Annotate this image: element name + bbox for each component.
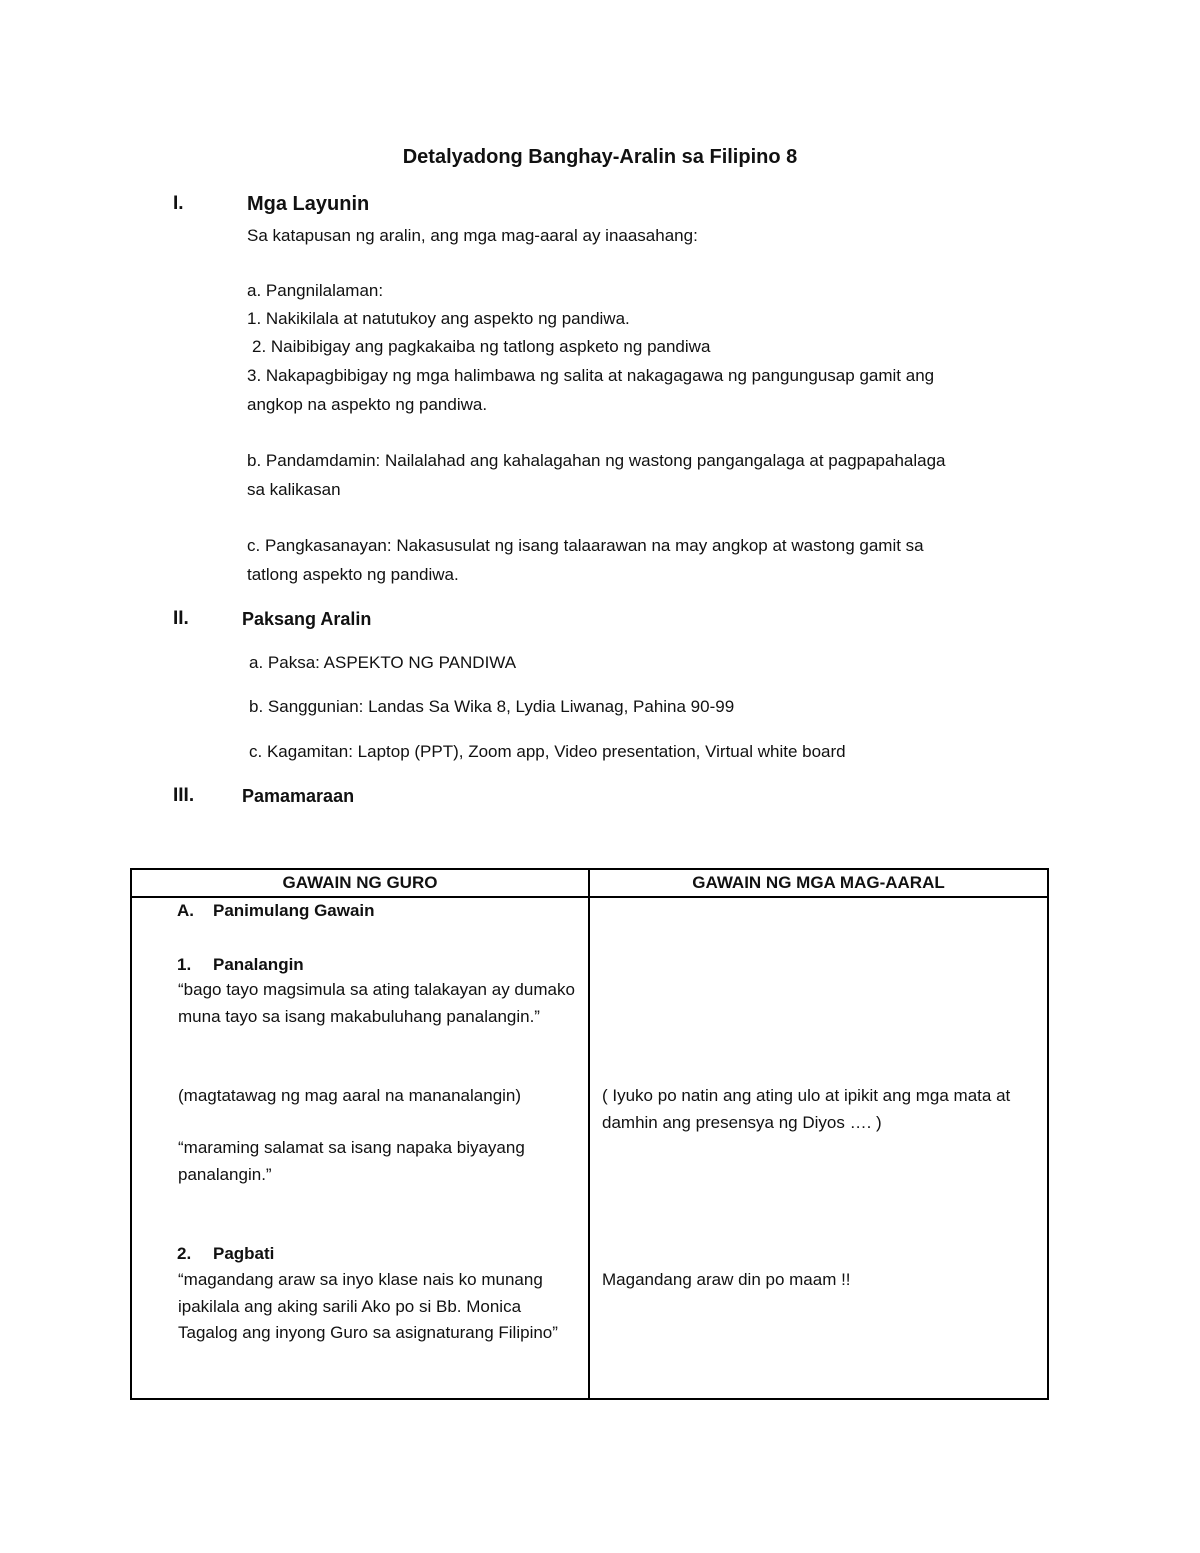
section-1-heading: Mga Layunin — [247, 193, 370, 215]
table-row — [131, 897, 1048, 1399]
objective-a-item: angkop na aspekto ng pandiwa. — [247, 395, 488, 414]
step-2-number: 2. — [177, 1244, 192, 1263]
section-2-numeral: II. — [173, 608, 189, 629]
table-header-teacher: GAWAIN NG GURO — [131, 869, 589, 897]
step-1-number: 1. — [177, 955, 192, 974]
part-a-number: A. — [177, 901, 194, 920]
document-title: Detalyadong Banghay-Aralin sa Filipino 8 — [402, 146, 798, 168]
objective-a-item: 3. Nakapagbibigay ng mga halimbawa ng salita at nakagagawa ng pangungusap gamit ang — [247, 366, 935, 385]
section-3-heading: Pamamaraan — [242, 786, 355, 806]
objective-a-item: 1. Nakikilala at natutukoy ang aspekto ng pandiwa. — [247, 309, 630, 328]
objective-a-item: 2. Naibibigay ang pagkakaiba ng tatlong aspketo ng pandiwa — [252, 337, 711, 356]
section-1-intro: Sa katapusan ng aralin, ang mga mag-aaral ay inaasahang: — [247, 226, 698, 245]
student-greeting-response: Magandang araw din po maam !! — [602, 1270, 851, 1289]
step-1-thanks: “maraming salamat sa isang napaka biyayang panalangin.” — [178, 1138, 525, 1184]
table-header-row — [131, 869, 1048, 897]
teacher-activity-cell — [131, 897, 589, 1399]
step-1-label: Panalangin — [213, 955, 304, 974]
pamamaraan-table — [130, 868, 1049, 1400]
section-1-numeral: I. — [173, 193, 184, 214]
table-header-student: GAWAIN NG MGA MAG-AARAL — [589, 869, 1048, 897]
section-2-heading: Paksang Aralin — [242, 609, 372, 629]
objective-b-line: b. Pandamdamin: Nailalahad ang kahalagahan ng wastong pangangalaga at pagpapahalaga — [247, 451, 946, 470]
objective-c-line: c. Pangkasanayan: Nakasusulat ng isang talaarawan na may angkop at wastong gamit sa — [247, 536, 924, 555]
paksang-aralin-item: a. Paksa: ASPEKTO NG PANDIWA — [249, 653, 517, 672]
objective-b-line: sa kalikasan — [247, 480, 341, 499]
student-activity-cell — [589, 897, 1048, 1399]
step-2-text: “magandang araw sa inyo klase nais ko munang ipakilala ang aking sarili Ako po si Bb. Monica Tagalog ang inyong Guro sa asignaturang Filipino” — [178, 1270, 558, 1342]
objective-a-label: a. Pangnilalaman: — [247, 281, 384, 300]
step-1-note: (magtatawag ng mag aaral na mananalangin) — [178, 1086, 522, 1105]
part-a-label: Panimulang Gawain — [213, 901, 375, 920]
student-prayer-response: ( Iyuko po natin ang ating ulo at ipikit ang mga mata at damhin ang presensya ng Diyos …. ) — [602, 1086, 1011, 1132]
paksang-aralin-item: c. Kagamitan: Laptop (PPT), Zoom app, Video presentation, Virtual white board — [249, 742, 846, 761]
section-3-numeral: III. — [173, 785, 195, 806]
objective-c-line: tatlong aspekto ng pandiwa. — [247, 565, 459, 584]
step-1-text: “bago tayo magsimula sa ating talakayan ay dumako muna tayo sa isang makabuluhang panalangin.” — [178, 980, 575, 1026]
paksang-aralin-item: b. Sanggunian: Landas Sa Wika 8, Lydia Liwanag, Pahina 90-99 — [249, 697, 735, 716]
step-2-label: Pagbati — [213, 1244, 275, 1263]
